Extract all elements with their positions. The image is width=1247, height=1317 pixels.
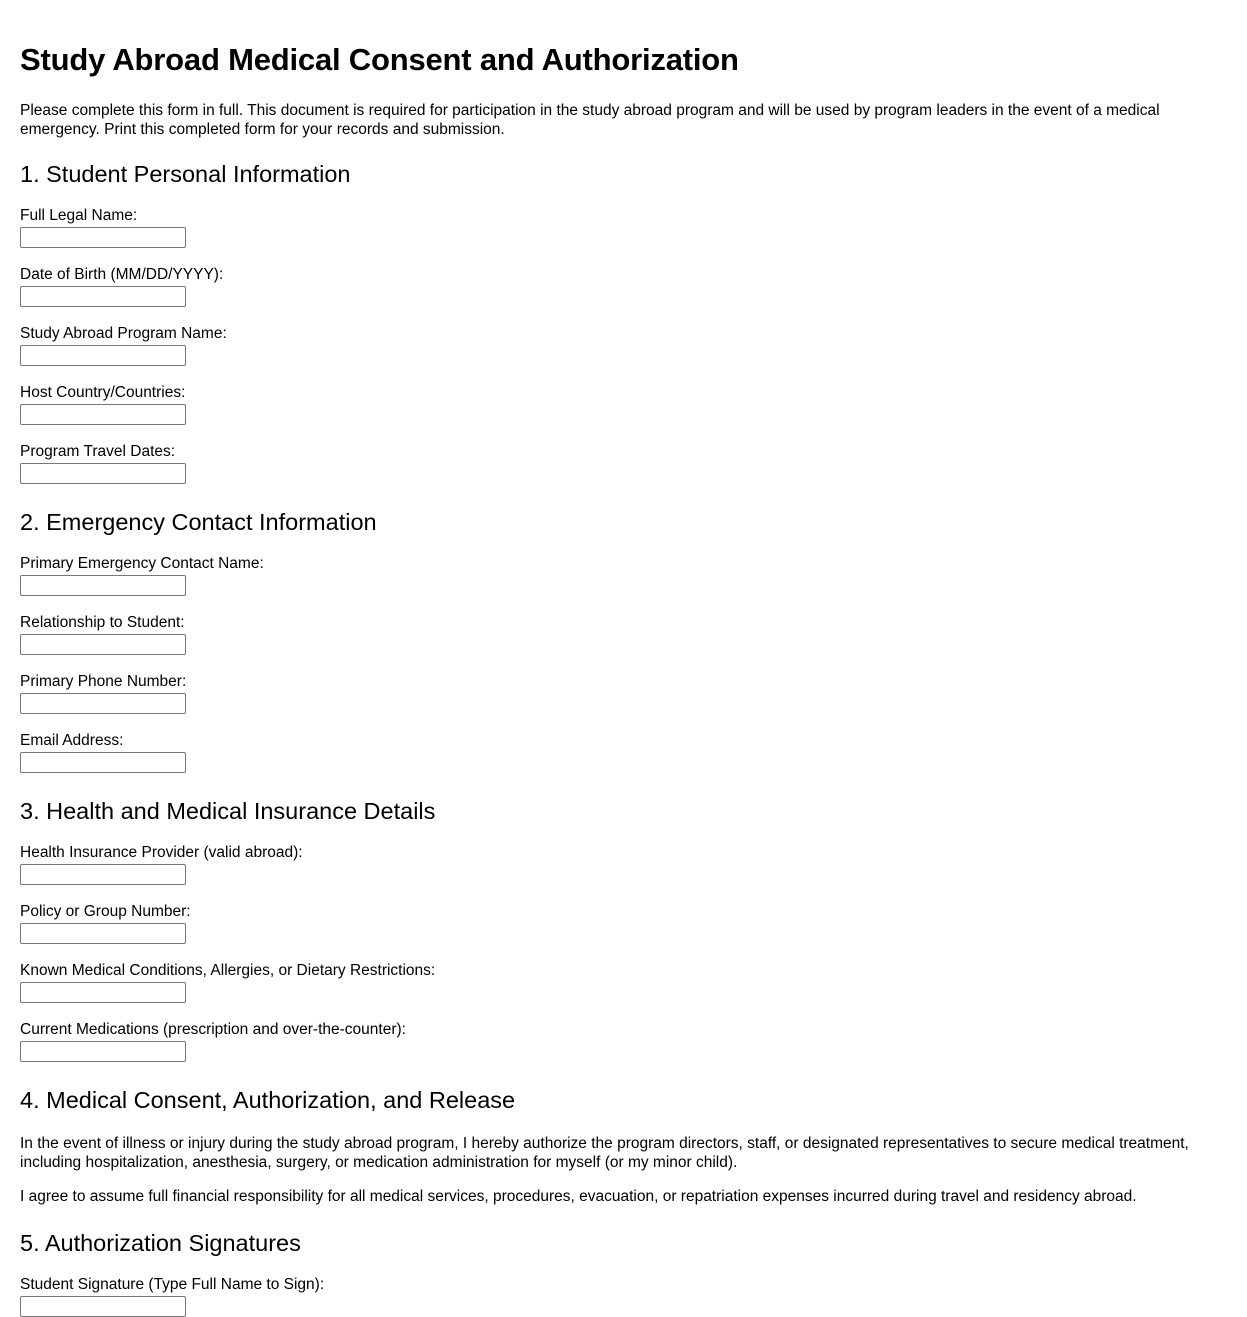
section-heading-personal: 1. Student Personal Information [20, 161, 351, 187]
field-policy-number [20, 903, 1227, 944]
field-program-name [20, 325, 1227, 366]
field-label: Full Legal Name: [20, 207, 138, 224]
page-title: Study Abroad Medical Consent and Authorization [20, 42, 739, 77]
field-current-medications [20, 1021, 1227, 1062]
field-label: Primary Phone Number: [20, 673, 187, 690]
field-label: Host Country/Countries: [20, 384, 186, 401]
field-insurance-provider [20, 844, 1227, 885]
field-full-legal-name [20, 207, 1227, 248]
travel-dates-input[interactable] [20, 463, 186, 484]
relationship-input[interactable] [20, 634, 186, 655]
program-name-input[interactable] [20, 345, 186, 366]
field-label: Current Medications (prescription and over-the-counter): [20, 1021, 406, 1038]
policy-number-input[interactable] [20, 923, 186, 944]
field-label: Student Signature (Type Full Name to Sign): [20, 1276, 325, 1293]
student-signature-input[interactable] [20, 1296, 186, 1317]
field-date-of-birth [20, 266, 1227, 307]
current-medications-input[interactable] [20, 1041, 186, 1062]
field-label: Study Abroad Program Name: [20, 325, 227, 342]
field-medical-conditions [20, 962, 1227, 1003]
field-label: Date of Birth (MM/DD/YYYY): [20, 266, 224, 283]
full-legal-name-input[interactable] [20, 227, 186, 248]
field-relationship [20, 614, 1227, 655]
emergency-contact-name-input[interactable] [20, 575, 186, 596]
section-heading-emergency: 2. Emergency Contact Information [20, 509, 377, 535]
field-label: Relationship to Student: [20, 614, 185, 631]
email-address-input[interactable] [20, 752, 186, 773]
field-label: Email Address: [20, 732, 124, 749]
field-label: Health Insurance Provider (valid abroad): [20, 844, 303, 861]
insurance-provider-input[interactable] [20, 864, 186, 885]
field-label: Known Medical Conditions, Allergies, or Dietary Restrictions: [20, 962, 436, 979]
field-label: Primary Emergency Contact Name: [20, 555, 264, 572]
consent-paragraph-financial: I agree to assume full financial responsibility for all medical services, procedures, evacuation, or repatriation expenses incurred during travel and residency abroad. [20, 1188, 1137, 1205]
host-country-input[interactable] [20, 404, 186, 425]
field-email-address [20, 732, 1227, 773]
consent-paragraph-authorization: In the event of illness or injury during the study abroad program, I hereby authorize the program directors, staff, or designated representatives to secure medical treatment, including hospitalization, anesthesia, surgery, or medication administration for myself (or my minor child). [20, 1135, 1189, 1171]
intro-text: Please complete this form in full. This document is required for participation in the study abroad program and will be used by program leaders in the event of a medical emergency. Print this completed form for your records and submission. [20, 102, 1160, 138]
section-heading-consent: 4. Medical Consent, Authorization, and Release [20, 1087, 516, 1113]
phone-number-input[interactable] [20, 693, 186, 714]
field-host-country [20, 384, 1227, 425]
field-travel-dates [20, 443, 1227, 484]
section-heading-health: 3. Health and Medical Insurance Details [20, 798, 436, 824]
medical-conditions-input[interactable] [20, 982, 186, 1003]
field-emergency-contact-name [20, 555, 1227, 596]
field-label: Policy or Group Number: [20, 903, 191, 920]
date-of-birth-input[interactable] [20, 286, 186, 307]
field-student-signature [20, 1276, 1227, 1317]
field-phone-number [20, 673, 1227, 714]
field-label: Program Travel Dates: [20, 443, 176, 460]
section-heading-signatures: 5. Authorization Signatures [20, 1230, 301, 1256]
